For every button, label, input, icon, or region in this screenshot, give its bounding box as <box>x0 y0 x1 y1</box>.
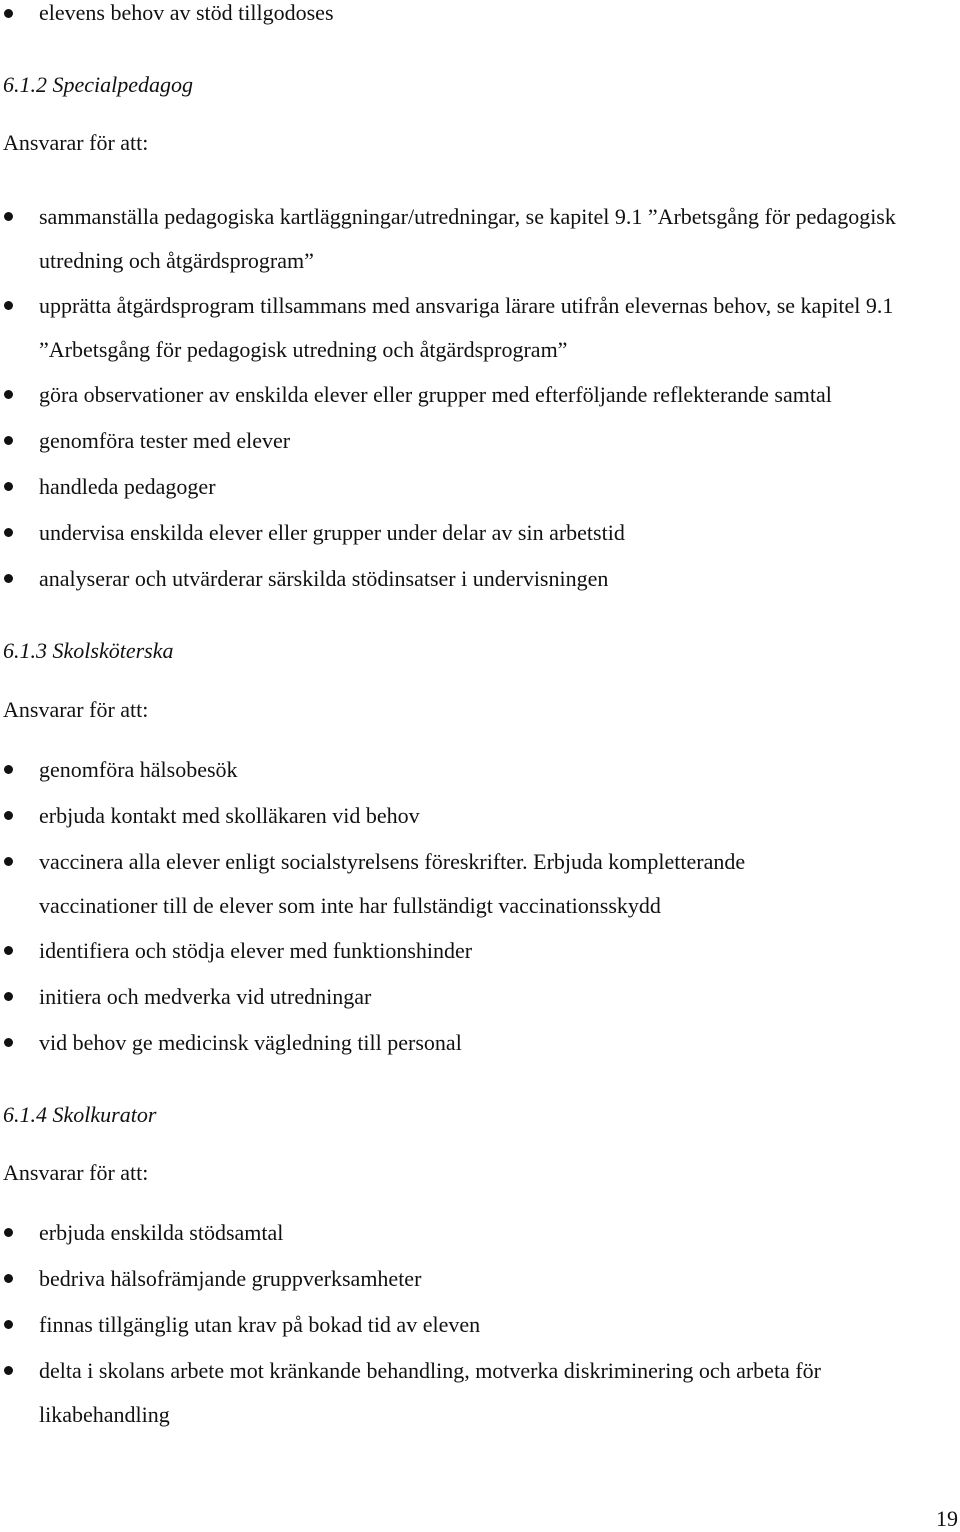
bullet-icon <box>4 1366 13 1375</box>
bullet-icon <box>4 436 13 445</box>
section-heading: 6.1.4 Skolkurator <box>3 1102 157 1127</box>
list-item-text: undervisa enskilda elever eller grupper under delar av sin arbetstid <box>39 520 625 545</box>
list-item-text: genomföra tester med elever <box>39 428 291 453</box>
bullet-icon <box>4 857 13 866</box>
bullet-icon <box>4 1228 13 1237</box>
section-heading: 6.1.2 Specialpedagog <box>3 72 194 97</box>
bullet-icon <box>4 390 13 399</box>
bullet-icon <box>4 811 13 820</box>
list-item-text: sammanställa pedagogiska kartläggningar/utredningar, se kapitel 9.1 ”Arbetsgång för pedagogisk utredning och åtgärdsprogram” <box>39 204 902 273</box>
list-item-text: handleda pedagoger <box>39 474 216 499</box>
list-item-text: erbjuda kontakt med skolläkaren vid behov <box>39 803 420 828</box>
list-item-text: finnas tillgänglig utan krav på bokad tid av eleven <box>39 1312 481 1337</box>
section-label: Ansvarar för att: <box>3 697 149 722</box>
bullet-icon <box>4 1274 13 1283</box>
bullet-icon <box>4 528 13 537</box>
section-label: Ansvarar för att: <box>3 1160 149 1185</box>
list-item-text: göra observationer av enskilda elever eller grupper med efterföljande reflekterande samtal <box>39 382 832 407</box>
page-number: 19 <box>936 1506 958 1531</box>
bullet-icon <box>4 946 13 955</box>
bullet-icon <box>4 765 13 774</box>
bullet-icon <box>4 992 13 1001</box>
list-item-text: upprätta åtgärdsprogram tillsammans med ansvariga lärare utifrån elevernas behov, se kapitel 9.1 ”Arbetsgång för pedagogisk utredning och åtgärdsprogram” <box>39 293 899 362</box>
list-item-text: initiera och medverka vid utredningar <box>39 984 372 1009</box>
bullet-icon <box>4 574 13 583</box>
section-label: Ansvarar för att: <box>3 130 149 155</box>
bullet-icon <box>4 9 13 18</box>
list-item-text: vid behov ge medicinsk vägledning till personal <box>39 1030 462 1055</box>
bullet-icon <box>4 301 13 310</box>
list-item-text: elevens behov av stöd tillgodoses <box>39 0 334 25</box>
list-item-text: vaccinera alla elever enligt socialstyrelsens föreskrifter. Erbjuda kompletterande vaccinationer till de elever som inte har fullständigt vaccinationsskydd <box>39 849 751 918</box>
list-item-text: genomföra hälsobesök <box>39 757 238 782</box>
list-item-text: analyserar och utvärderar särskilda stödinsatser i undervisningen <box>39 566 609 591</box>
list-item-text: bedriva hälsofrämjande gruppverksamheter <box>39 1266 422 1291</box>
bullet-icon <box>4 1038 13 1047</box>
section-heading: 6.1.3 Skolsköterska <box>3 638 174 663</box>
list-item-text: identifiera och stödja elever med funktionshinder <box>39 938 473 963</box>
list-item-text: erbjuda enskilda stödsamtal <box>39 1220 284 1245</box>
bullet-icon <box>4 212 13 221</box>
list-item-text: delta i skolans arbete mot kränkande behandling, motverka diskriminering och arbeta för likabehandling <box>39 1358 827 1427</box>
bullet-icon <box>4 1320 13 1329</box>
bullet-icon <box>4 482 13 491</box>
